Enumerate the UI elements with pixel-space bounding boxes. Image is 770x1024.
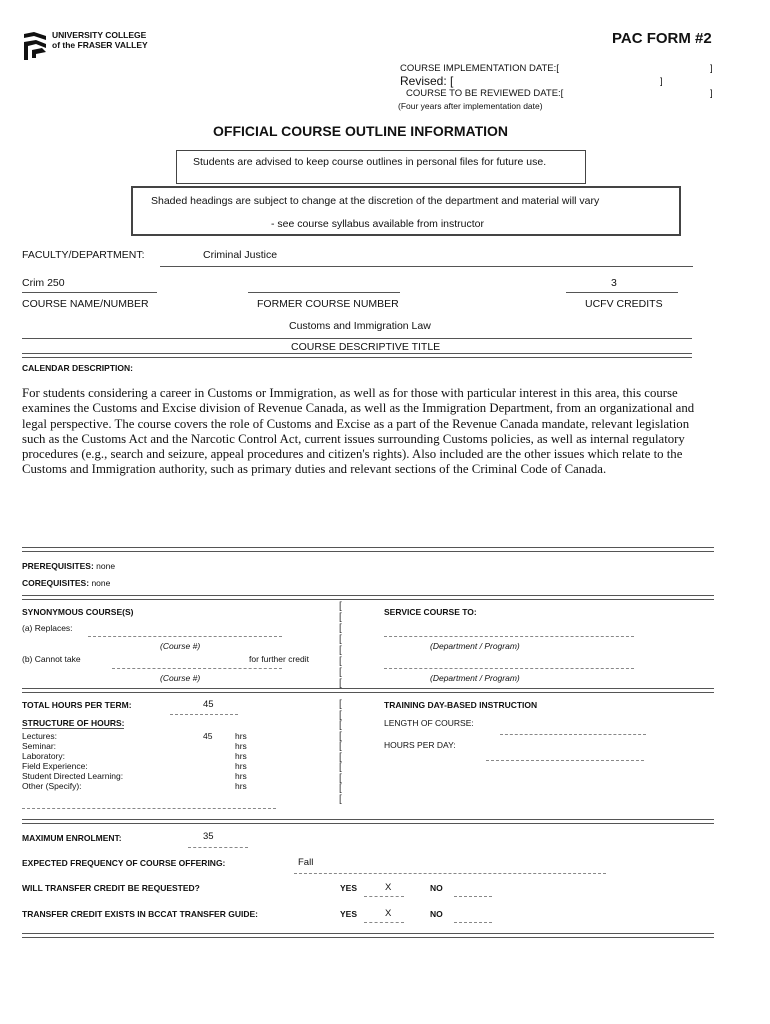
course-title-value: Customs and Immigration Law — [289, 320, 431, 332]
prereq-row — [22, 561, 115, 571]
course-num-label-2: (Course #) — [160, 673, 201, 683]
prereq-value: none — [96, 561, 116, 571]
prereq-label: PREREQUISITES: — [22, 561, 94, 571]
bccat-label: TRANSFER CREDIT EXISTS IN BCCAT TRANSFER GUIDE: — [22, 909, 258, 919]
length-label: LENGTH OF COURSE: — [384, 718, 474, 728]
course-num-label-1: (Course #) — [160, 641, 201, 651]
logo-line2: of the FRASER VALLEY — [52, 40, 148, 50]
hours-row — [22, 771, 262, 781]
notice-text-2b: - see course syllabus available from instructor — [271, 218, 485, 230]
synonymous-label: SYNONYMOUS COURSE(S) — [22, 607, 134, 617]
calendar-text: For students considering a career in Customs or Immigration, as well as for those with particular interest in this area, this course examines the Customs and Excise division of Revenue Canada, as well as the Immigration Department, from an organizational and legal perspective. The course covers the role of Customs and Excise as a part of the Revenue Canada mandate, relevant legislation such as the Customs Act and the Narcotic Control Act, current issues surrounding Customs policies, as well as internal regulatory procedures (e.g., search and seizure, appeal procedures and citizen's rights). Also included are the other issues which relate to the Customs and Immigration authority, such as primary duties and relevant sections of the Criminal Code of Canada. — [22, 386, 695, 477]
hours-row-unit: hrs — [235, 761, 247, 771]
course-number-line — [22, 292, 157, 293]
revised-close: ] — [660, 76, 663, 87]
notice-box-2 — [131, 186, 681, 236]
hours-row-label: Seminar: — [22, 741, 57, 751]
course-title-label: COURSE DESCRIPTIVE TITLE — [291, 341, 441, 353]
coreq-label: COREQUISITES: — [22, 578, 90, 588]
cannot-take-line — [112, 668, 282, 669]
revised-label: Revised: [ — [400, 74, 454, 88]
review-date-close: ] — [710, 88, 713, 99]
hours-row-unit: hrs — [235, 781, 247, 791]
transfer-request-label: WILL TRANSFER CREDIT BE REQUESTED? — [22, 883, 200, 893]
enrolment-label: MAXIMUM ENROLMENT: — [22, 833, 122, 843]
dept-label-2: (Department / Program) — [430, 673, 520, 683]
hours-row-label: Lectures: — [22, 731, 57, 741]
hours-row — [22, 731, 262, 741]
hours-row — [22, 761, 262, 771]
hours-row-unit: hrs — [235, 751, 247, 761]
impl-date-label: COURSE IMPLEMENTATION DATE:[ — [400, 63, 559, 74]
former-number-line — [248, 292, 400, 293]
further-credit-label: for further credit — [249, 654, 309, 664]
service-line-1 — [384, 636, 634, 637]
hours-row-label: Field Experience: — [22, 761, 88, 771]
length-line — [500, 734, 646, 735]
ucfv-logo — [22, 30, 162, 62]
transfer-request-no: NO — [430, 883, 443, 893]
bccat-yes: YES — [340, 909, 358, 919]
hours-row-value: 45 — [203, 731, 213, 741]
impl-date-close: ] — [710, 63, 713, 74]
hours-row — [22, 751, 262, 761]
credits-label: UCFV CREDITS — [585, 298, 663, 310]
training-label: TRAINING DAY-BASED INSTRUCTION — [384, 700, 538, 710]
hours-per-day-label: HOURS PER DAY: — [384, 740, 456, 750]
service-label: SERVICE COURSE TO: — [384, 607, 477, 617]
hours-row-unit: hrs — [235, 771, 247, 781]
hours-row-unit: hrs — [235, 741, 247, 751]
divider-3 — [22, 595, 714, 600]
dept-label-1: (Department / Program) — [430, 641, 520, 651]
form-title: PAC FORM #2 — [612, 30, 712, 47]
divider-2 — [22, 547, 714, 552]
bccat-no: NO — [430, 909, 443, 919]
review-date-label: COURSE TO BE REVIEWED DATE:[ — [406, 88, 564, 99]
bccat-yes-line — [364, 922, 404, 923]
frequency-value: Fall — [298, 857, 314, 868]
bccat-mark[interactable]: X — [385, 908, 392, 919]
bracket-column-2: [ [ [ [ [ [ [ [ [ [ — [339, 699, 342, 805]
bccat-no-line — [454, 922, 492, 923]
divider-5 — [22, 819, 714, 824]
hours-row — [22, 741, 262, 751]
hours-per-day-line — [486, 760, 644, 761]
transfer-request-yes-line — [364, 896, 404, 897]
course-title-line — [22, 338, 692, 339]
calendar-label: CALENDAR DESCRIPTION: — [22, 363, 133, 373]
hours-row — [22, 781, 262, 791]
enrolment-value: 35 — [203, 831, 214, 842]
faculty-label: FACULTY/DEPARTMENT: — [22, 249, 145, 261]
replaces-label: (a) Replaces: — [22, 623, 73, 633]
total-hours-value: 45 — [203, 699, 214, 710]
divider-6 — [22, 933, 714, 938]
page-title: OFFICIAL COURSE OUTLINE INFORMATION — [213, 123, 509, 139]
hours-row-label: Student Directed Learning: — [22, 771, 124, 781]
ucfv-logo-icon — [22, 30, 48, 62]
replaces-line — [88, 636, 282, 637]
coreq-row — [22, 578, 110, 588]
divider-1 — [22, 353, 692, 358]
credits-value: 3 — [611, 277, 617, 289]
frequency-line — [294, 873, 606, 874]
notice-text-1: Students are advised to keep course outlines in personal files for future use. — [193, 156, 547, 168]
course-number-value: Crim 250 — [22, 277, 65, 289]
logo-line1: UNIVERSITY COLLEGE — [52, 30, 147, 40]
review-note: (Four years after implementation date) — [398, 101, 543, 111]
bracket-column-1: [ [ [ [ [ [ [ [ — [339, 601, 342, 689]
transfer-request-mark[interactable]: X — [385, 882, 392, 893]
other-specify-line — [22, 808, 276, 809]
transfer-request-no-line — [454, 896, 492, 897]
former-number-label: FORMER COURSE NUMBER — [257, 298, 399, 310]
cannot-take-label: (b) Cannot take — [22, 654, 81, 664]
service-line-2 — [384, 668, 634, 669]
total-hours-line — [170, 714, 238, 715]
transfer-request-yes: YES — [340, 883, 358, 893]
hours-row-unit: hrs — [235, 731, 247, 741]
frequency-label: EXPECTED FREQUENCY OF COURSE OFFERING: — [22, 858, 226, 868]
coreq-value: none — [91, 578, 111, 588]
hours-table — [22, 731, 262, 791]
hours-row-label: Laboratory: — [22, 751, 65, 761]
enrolment-line — [188, 847, 248, 848]
course-number-label: COURSE NAME/NUMBER — [22, 298, 149, 310]
faculty-underline — [160, 266, 693, 267]
hours-row-label: Other (Specify): — [22, 781, 82, 791]
credits-line — [566, 292, 678, 293]
notice-box-1 — [176, 150, 586, 184]
notice-text-2a: Shaded headings are subject to change at the discretion of the department and material will vary — [151, 195, 600, 207]
divider-4 — [22, 688, 714, 693]
total-hours-label: TOTAL HOURS PER TERM: — [22, 700, 132, 710]
structure-label: STRUCTURE OF HOURS: — [22, 718, 125, 728]
faculty-value: Criminal Justice — [203, 249, 278, 261]
